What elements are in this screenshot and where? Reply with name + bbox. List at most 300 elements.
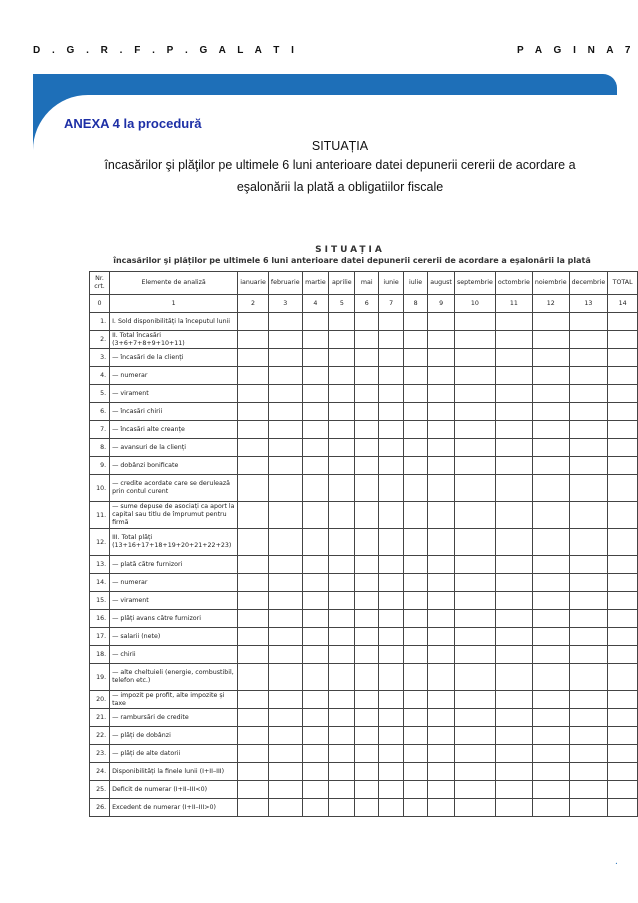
value-cell[interactable] (238, 367, 269, 385)
value-cell[interactable] (268, 556, 302, 574)
value-cell[interactable] (238, 628, 269, 646)
value-cell[interactable] (238, 709, 269, 727)
value-cell[interactable] (569, 799, 608, 817)
value-cell[interactable] (268, 691, 302, 709)
value-cell[interactable] (379, 745, 404, 763)
value-cell[interactable] (428, 727, 455, 745)
value-cell[interactable] (428, 646, 455, 664)
value-cell[interactable] (495, 691, 532, 709)
value-cell[interactable] (495, 781, 532, 799)
value-cell[interactable] (455, 331, 496, 349)
value-cell[interactable] (455, 457, 496, 475)
value-cell[interactable] (302, 349, 329, 367)
value-cell[interactable] (428, 691, 455, 709)
value-cell[interactable] (404, 502, 428, 529)
value-cell[interactable] (379, 457, 404, 475)
value-cell[interactable] (302, 475, 329, 502)
value-cell[interactable] (329, 367, 355, 385)
value-cell[interactable] (379, 709, 404, 727)
value-cell[interactable] (268, 781, 302, 799)
value-cell[interactable] (404, 781, 428, 799)
value-cell[interactable] (404, 610, 428, 628)
value-cell[interactable] (379, 529, 404, 556)
value-cell[interactable] (608, 763, 638, 781)
value-cell[interactable] (455, 628, 496, 646)
value-cell[interactable] (455, 529, 496, 556)
value-cell[interactable] (268, 646, 302, 664)
value-cell[interactable] (455, 349, 496, 367)
value-cell[interactable] (329, 709, 355, 727)
value-cell[interactable] (379, 574, 404, 592)
value-cell[interactable] (569, 439, 608, 457)
value-cell[interactable] (428, 439, 455, 457)
value-cell[interactable] (608, 475, 638, 502)
value-cell[interactable] (268, 313, 302, 331)
value-cell[interactable] (495, 403, 532, 421)
value-cell[interactable] (302, 367, 329, 385)
value-cell[interactable] (355, 574, 379, 592)
value-cell[interactable] (302, 709, 329, 727)
value-cell[interactable] (404, 403, 428, 421)
value-cell[interactable] (329, 349, 355, 367)
value-cell[interactable] (268, 610, 302, 628)
value-cell[interactable] (355, 556, 379, 574)
value-cell[interactable] (428, 385, 455, 403)
value-cell[interactable] (532, 574, 569, 592)
value-cell[interactable] (532, 628, 569, 646)
value-cell[interactable] (379, 331, 404, 349)
value-cell[interactable] (379, 403, 404, 421)
value-cell[interactable] (238, 763, 269, 781)
value-cell[interactable] (238, 403, 269, 421)
value-cell[interactable] (404, 745, 428, 763)
value-cell[interactable] (355, 385, 379, 403)
value-cell[interactable] (329, 457, 355, 475)
value-cell[interactable] (238, 313, 269, 331)
value-cell[interactable] (569, 574, 608, 592)
value-cell[interactable] (532, 727, 569, 745)
value-cell[interactable] (532, 313, 569, 331)
value-cell[interactable] (379, 556, 404, 574)
value-cell[interactable] (532, 781, 569, 799)
value-cell[interactable] (302, 385, 329, 403)
value-cell[interactable] (268, 367, 302, 385)
value-cell[interactable] (302, 403, 329, 421)
value-cell[interactable] (455, 610, 496, 628)
value-cell[interactable] (302, 781, 329, 799)
value-cell[interactable] (455, 763, 496, 781)
value-cell[interactable] (455, 592, 496, 610)
value-cell[interactable] (608, 403, 638, 421)
value-cell[interactable] (569, 646, 608, 664)
value-cell[interactable] (428, 403, 455, 421)
value-cell[interactable] (268, 799, 302, 817)
value-cell[interactable] (268, 709, 302, 727)
value-cell[interactable] (608, 385, 638, 403)
value-cell[interactable] (569, 709, 608, 727)
value-cell[interactable] (404, 556, 428, 574)
value-cell[interactable] (302, 727, 329, 745)
value-cell[interactable] (455, 403, 496, 421)
value-cell[interactable] (355, 313, 379, 331)
value-cell[interactable] (608, 691, 638, 709)
value-cell[interactable] (329, 628, 355, 646)
value-cell[interactable] (355, 475, 379, 502)
value-cell[interactable] (302, 502, 329, 529)
value-cell[interactable] (569, 475, 608, 502)
value-cell[interactable] (379, 664, 404, 691)
value-cell[interactable] (495, 439, 532, 457)
value-cell[interactable] (302, 556, 329, 574)
value-cell[interactable] (268, 628, 302, 646)
value-cell[interactable] (404, 439, 428, 457)
value-cell[interactable] (428, 349, 455, 367)
value-cell[interactable] (569, 421, 608, 439)
value-cell[interactable] (355, 529, 379, 556)
value-cell[interactable] (428, 664, 455, 691)
value-cell[interactable] (532, 457, 569, 475)
value-cell[interactable] (455, 574, 496, 592)
value-cell[interactable] (608, 628, 638, 646)
value-cell[interactable] (608, 313, 638, 331)
value-cell[interactable] (355, 502, 379, 529)
value-cell[interactable] (569, 556, 608, 574)
value-cell[interactable] (608, 781, 638, 799)
value-cell[interactable] (608, 574, 638, 592)
value-cell[interactable] (455, 367, 496, 385)
value-cell[interactable] (455, 502, 496, 529)
value-cell[interactable] (379, 646, 404, 664)
value-cell[interactable] (455, 781, 496, 799)
value-cell[interactable] (428, 421, 455, 439)
value-cell[interactable] (495, 574, 532, 592)
value-cell[interactable] (379, 367, 404, 385)
value-cell[interactable] (302, 745, 329, 763)
value-cell[interactable] (495, 610, 532, 628)
value-cell[interactable] (329, 610, 355, 628)
value-cell[interactable] (428, 331, 455, 349)
value-cell[interactable] (608, 331, 638, 349)
value-cell[interactable] (532, 610, 569, 628)
value-cell[interactable] (404, 457, 428, 475)
value-cell[interactable] (608, 421, 638, 439)
value-cell[interactable] (355, 646, 379, 664)
value-cell[interactable] (495, 457, 532, 475)
value-cell[interactable] (379, 727, 404, 745)
value-cell[interactable] (404, 763, 428, 781)
value-cell[interactable] (455, 745, 496, 763)
value-cell[interactable] (268, 502, 302, 529)
value-cell[interactable] (569, 502, 608, 529)
value-cell[interactable] (569, 367, 608, 385)
value-cell[interactable] (495, 502, 532, 529)
value-cell[interactable] (302, 799, 329, 817)
value-cell[interactable] (495, 475, 532, 502)
value-cell[interactable] (404, 664, 428, 691)
value-cell[interactable] (428, 502, 455, 529)
value-cell[interactable] (302, 691, 329, 709)
value-cell[interactable] (569, 592, 608, 610)
value-cell[interactable] (608, 457, 638, 475)
value-cell[interactable] (302, 574, 329, 592)
value-cell[interactable] (329, 646, 355, 664)
value-cell[interactable] (428, 709, 455, 727)
value-cell[interactable] (495, 646, 532, 664)
value-cell[interactable] (268, 475, 302, 502)
value-cell[interactable] (379, 592, 404, 610)
value-cell[interactable] (455, 475, 496, 502)
value-cell[interactable] (268, 574, 302, 592)
value-cell[interactable] (495, 709, 532, 727)
value-cell[interactable] (238, 727, 269, 745)
value-cell[interactable] (455, 439, 496, 457)
value-cell[interactable] (355, 592, 379, 610)
value-cell[interactable] (608, 349, 638, 367)
value-cell[interactable] (329, 799, 355, 817)
value-cell[interactable] (379, 799, 404, 817)
value-cell[interactable] (455, 664, 496, 691)
value-cell[interactable] (569, 457, 608, 475)
value-cell[interactable] (238, 691, 269, 709)
value-cell[interactable] (268, 592, 302, 610)
value-cell[interactable] (495, 799, 532, 817)
value-cell[interactable] (532, 475, 569, 502)
value-cell[interactable] (495, 664, 532, 691)
value-cell[interactable] (329, 313, 355, 331)
value-cell[interactable] (428, 556, 455, 574)
value-cell[interactable] (268, 529, 302, 556)
value-cell[interactable] (329, 475, 355, 502)
value-cell[interactable] (379, 421, 404, 439)
value-cell[interactable] (495, 529, 532, 556)
value-cell[interactable] (355, 367, 379, 385)
value-cell[interactable] (404, 349, 428, 367)
value-cell[interactable] (329, 556, 355, 574)
value-cell[interactable] (495, 367, 532, 385)
value-cell[interactable] (569, 385, 608, 403)
value-cell[interactable] (355, 349, 379, 367)
value-cell[interactable] (355, 421, 379, 439)
value-cell[interactable] (532, 691, 569, 709)
value-cell[interactable] (268, 349, 302, 367)
value-cell[interactable] (428, 610, 455, 628)
value-cell[interactable] (355, 457, 379, 475)
value-cell[interactable] (268, 763, 302, 781)
value-cell[interactable] (569, 745, 608, 763)
value-cell[interactable] (268, 745, 302, 763)
value-cell[interactable] (532, 367, 569, 385)
value-cell[interactable] (532, 502, 569, 529)
value-cell[interactable] (329, 529, 355, 556)
value-cell[interactable] (608, 502, 638, 529)
value-cell[interactable] (495, 385, 532, 403)
value-cell[interactable] (238, 475, 269, 502)
value-cell[interactable] (329, 745, 355, 763)
value-cell[interactable] (569, 349, 608, 367)
value-cell[interactable] (404, 628, 428, 646)
value-cell[interactable] (608, 799, 638, 817)
value-cell[interactable] (608, 646, 638, 664)
value-cell[interactable] (495, 628, 532, 646)
value-cell[interactable] (238, 610, 269, 628)
value-cell[interactable] (455, 556, 496, 574)
value-cell[interactable] (302, 457, 329, 475)
value-cell[interactable] (404, 799, 428, 817)
value-cell[interactable] (238, 781, 269, 799)
value-cell[interactable] (404, 727, 428, 745)
value-cell[interactable] (569, 313, 608, 331)
value-cell[interactable] (379, 349, 404, 367)
value-cell[interactable] (569, 628, 608, 646)
value-cell[interactable] (404, 313, 428, 331)
value-cell[interactable] (302, 664, 329, 691)
value-cell[interactable] (428, 574, 455, 592)
value-cell[interactable] (355, 763, 379, 781)
value-cell[interactable] (302, 628, 329, 646)
value-cell[interactable] (379, 691, 404, 709)
value-cell[interactable] (532, 646, 569, 664)
value-cell[interactable] (355, 709, 379, 727)
value-cell[interactable] (428, 763, 455, 781)
value-cell[interactable] (329, 763, 355, 781)
value-cell[interactable] (302, 331, 329, 349)
value-cell[interactable] (495, 556, 532, 574)
value-cell[interactable] (268, 664, 302, 691)
value-cell[interactable] (355, 403, 379, 421)
value-cell[interactable] (238, 331, 269, 349)
value-cell[interactable] (569, 781, 608, 799)
value-cell[interactable] (495, 421, 532, 439)
value-cell[interactable] (569, 529, 608, 556)
value-cell[interactable] (302, 529, 329, 556)
value-cell[interactable] (569, 403, 608, 421)
value-cell[interactable] (355, 628, 379, 646)
value-cell[interactable] (428, 781, 455, 799)
value-cell[interactable] (455, 709, 496, 727)
value-cell[interactable] (532, 709, 569, 727)
value-cell[interactable] (608, 664, 638, 691)
value-cell[interactable] (608, 529, 638, 556)
value-cell[interactable] (532, 421, 569, 439)
value-cell[interactable] (428, 745, 455, 763)
value-cell[interactable] (238, 529, 269, 556)
value-cell[interactable] (238, 664, 269, 691)
value-cell[interactable] (302, 313, 329, 331)
value-cell[interactable] (428, 367, 455, 385)
value-cell[interactable] (608, 367, 638, 385)
value-cell[interactable] (608, 709, 638, 727)
value-cell[interactable] (268, 439, 302, 457)
value-cell[interactable] (569, 727, 608, 745)
value-cell[interactable] (404, 421, 428, 439)
value-cell[interactable] (355, 664, 379, 691)
value-cell[interactable] (495, 592, 532, 610)
value-cell[interactable] (379, 763, 404, 781)
value-cell[interactable] (404, 529, 428, 556)
value-cell[interactable] (532, 592, 569, 610)
value-cell[interactable] (495, 313, 532, 331)
value-cell[interactable] (495, 745, 532, 763)
value-cell[interactable] (302, 439, 329, 457)
value-cell[interactable] (379, 313, 404, 331)
value-cell[interactable] (302, 592, 329, 610)
value-cell[interactable] (532, 331, 569, 349)
value-cell[interactable] (238, 574, 269, 592)
value-cell[interactable] (404, 574, 428, 592)
value-cell[interactable] (379, 439, 404, 457)
value-cell[interactable] (238, 646, 269, 664)
value-cell[interactable] (302, 763, 329, 781)
value-cell[interactable] (379, 610, 404, 628)
value-cell[interactable] (355, 781, 379, 799)
value-cell[interactable] (532, 403, 569, 421)
value-cell[interactable] (238, 349, 269, 367)
value-cell[interactable] (268, 403, 302, 421)
value-cell[interactable] (329, 421, 355, 439)
value-cell[interactable] (404, 709, 428, 727)
value-cell[interactable] (569, 763, 608, 781)
value-cell[interactable] (532, 556, 569, 574)
value-cell[interactable] (268, 457, 302, 475)
value-cell[interactable] (329, 592, 355, 610)
value-cell[interactable] (238, 421, 269, 439)
value-cell[interactable] (404, 646, 428, 664)
value-cell[interactable] (455, 691, 496, 709)
value-cell[interactable] (329, 574, 355, 592)
value-cell[interactable] (302, 421, 329, 439)
value-cell[interactable] (532, 529, 569, 556)
value-cell[interactable] (238, 592, 269, 610)
value-cell[interactable] (532, 439, 569, 457)
value-cell[interactable] (455, 421, 496, 439)
value-cell[interactable] (329, 385, 355, 403)
value-cell[interactable] (495, 331, 532, 349)
value-cell[interactable] (238, 502, 269, 529)
value-cell[interactable] (268, 331, 302, 349)
value-cell[interactable] (532, 763, 569, 781)
value-cell[interactable] (238, 457, 269, 475)
value-cell[interactable] (532, 385, 569, 403)
value-cell[interactable] (428, 457, 455, 475)
value-cell[interactable] (329, 331, 355, 349)
value-cell[interactable] (355, 745, 379, 763)
value-cell[interactable] (379, 628, 404, 646)
value-cell[interactable] (355, 439, 379, 457)
value-cell[interactable] (404, 367, 428, 385)
value-cell[interactable] (238, 439, 269, 457)
value-cell[interactable] (238, 745, 269, 763)
value-cell[interactable] (379, 475, 404, 502)
value-cell[interactable] (404, 475, 428, 502)
value-cell[interactable] (404, 592, 428, 610)
value-cell[interactable] (569, 331, 608, 349)
value-cell[interactable] (608, 592, 638, 610)
value-cell[interactable] (455, 727, 496, 745)
value-cell[interactable] (495, 727, 532, 745)
value-cell[interactable] (428, 799, 455, 817)
value-cell[interactable] (238, 556, 269, 574)
value-cell[interactable] (379, 781, 404, 799)
value-cell[interactable] (455, 385, 496, 403)
value-cell[interactable] (355, 691, 379, 709)
value-cell[interactable] (455, 646, 496, 664)
value-cell[interactable] (608, 556, 638, 574)
value-cell[interactable] (329, 727, 355, 745)
value-cell[interactable] (379, 502, 404, 529)
value-cell[interactable] (329, 502, 355, 529)
value-cell[interactable] (532, 664, 569, 691)
value-cell[interactable] (355, 610, 379, 628)
